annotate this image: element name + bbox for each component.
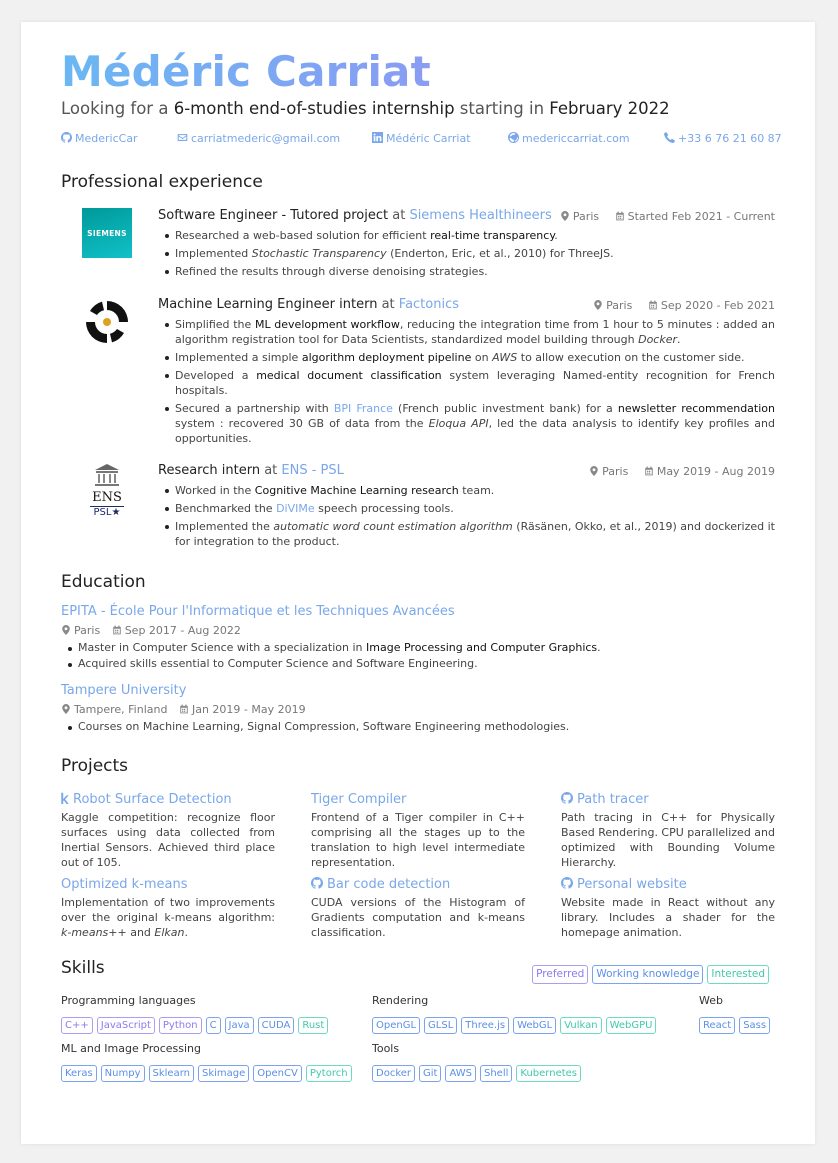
edu-bullets xyxy=(64,720,764,737)
org-link[interactable]: Siemens Healthineers xyxy=(409,208,552,223)
project-desc: Frontend of a Tiger compiler in C++ comprising all the stages up to the translation to high level intermediate representation. xyxy=(311,811,525,869)
building-icon xyxy=(92,463,122,487)
project-desc: Path tracing in C++ for Physically Based Rendering. CPU parallelized and optimized with Bounding Volume Hierarchy. xyxy=(561,811,775,869)
legend-interested: Interested xyxy=(707,965,769,984)
edu-meta: Tampere, Finland Jan 2019 - May 2019 xyxy=(61,703,306,716)
list-item: Worked in the Cognitive Machine Learning research team. xyxy=(161,483,775,498)
email-link[interactable]: carriatmederic@gmail.com xyxy=(177,132,340,145)
divime-link[interactable]: DiVIMe xyxy=(276,502,315,515)
list-item: Implemented the automatic word count estimation algorithm (Räsänen, Okko, et al., 2019) and dockerized it for integration to the product. xyxy=(161,519,775,549)
list-item: Refined the results through diverse denoising strategies. xyxy=(161,264,775,279)
tagline: Looking for a 6-month end-of-studies internship starting in February 2022 xyxy=(61,99,670,118)
job-bullets xyxy=(161,317,775,449)
projects-heading: Projects xyxy=(61,756,129,776)
github-icon xyxy=(311,877,323,889)
skill-tag: C++ xyxy=(61,1017,93,1034)
github-icon xyxy=(561,792,573,804)
project-card xyxy=(311,788,525,870)
job-meta: Paris May 2019 - Aug 2019 xyxy=(589,465,775,478)
project-title-link[interactable]: Bar code detection xyxy=(311,877,450,892)
github-icon xyxy=(561,877,573,889)
factonics-logo xyxy=(82,297,132,347)
project-desc: Kaggle competition: recognize floor surfaces using data collected from Inertial Sensors. Achieved third place out of 105. xyxy=(61,811,275,869)
location-icon xyxy=(61,625,71,635)
phone-link[interactable]: +33 6 76 21 60 87 xyxy=(664,132,782,145)
location-icon xyxy=(593,300,603,310)
psl-text: PSL★ xyxy=(90,506,124,519)
list-item: Implemented a simple algorithm deployment pipeline on AWS to allow execution on the customer side. xyxy=(161,350,775,365)
siemens-logo xyxy=(82,208,132,258)
job-bullets xyxy=(161,483,775,552)
skill-tags xyxy=(61,1061,356,1082)
skill-tag: Numpy xyxy=(101,1065,145,1082)
mail-icon xyxy=(177,132,188,143)
job-meta: Paris Sep 2020 - Feb 2021 xyxy=(593,299,775,312)
education-heading: Education xyxy=(61,572,146,592)
skill-tags xyxy=(61,1013,332,1034)
legend-working: Working knowledge xyxy=(592,965,703,984)
github-link[interactable]: MedericCar xyxy=(61,132,138,145)
project-desc: Implementation of two improvements over the original k-means algorithm: k-means++ and Elkan. xyxy=(61,896,275,939)
edu-school-link[interactable]: Tampere University xyxy=(61,683,187,698)
calendar-icon xyxy=(615,211,625,221)
skill-category: Tools xyxy=(372,1042,400,1055)
skill-tag: Three.js xyxy=(461,1017,509,1034)
job-title: Software Engineer - Tutored project at Siemens Healthineers xyxy=(158,208,552,223)
calendar-icon xyxy=(112,625,122,635)
skill-tag: OpenGL xyxy=(372,1017,420,1034)
project-card xyxy=(311,873,525,940)
list-item: Benchmarked the DiVIMe speech processing tools. xyxy=(161,501,775,516)
skill-tag: Skimage xyxy=(198,1065,249,1082)
list-item: Implemented Stochastic Transparency (Enderton, Eric, et al., 2010) for ThreeJS. xyxy=(161,246,775,261)
github-icon xyxy=(61,132,72,143)
skills-legend xyxy=(528,962,769,984)
list-item: Courses on Machine Learning, Signal Compression, Software Engineering methodologies. xyxy=(64,720,764,734)
skill-tag: Sass xyxy=(739,1017,770,1034)
skill-tags xyxy=(699,1013,774,1034)
edu-school-link[interactable]: EPITA - École Pour l'Informatique et les Techniques Avancées xyxy=(61,604,455,619)
skill-tag: Docker xyxy=(372,1065,415,1082)
location-icon xyxy=(589,466,599,476)
edu-bullets xyxy=(64,641,764,674)
resume-page xyxy=(21,22,815,1144)
bpi-link[interactable]: BPI France xyxy=(333,402,393,415)
skill-tag: Java xyxy=(225,1017,254,1034)
edu-meta: Paris Sep 2017 - Aug 2022 xyxy=(61,624,241,637)
project-title-link[interactable]: Path tracer xyxy=(561,792,649,807)
skill-tag: Rust xyxy=(298,1017,328,1034)
list-item: Simplified the ML development workflow, reducing the integration time from 1 hour to 5 minutes : added an algorithm registration tool for Data Scientists, standardized model building through Docker. xyxy=(161,317,775,347)
skill-tag: C xyxy=(206,1017,221,1034)
skill-tags xyxy=(372,1061,585,1082)
skill-tag: Python xyxy=(159,1017,202,1034)
location-icon xyxy=(560,211,570,221)
skill-tag: WebGPU xyxy=(606,1017,657,1034)
ens-psl-logo xyxy=(82,463,132,521)
org-link[interactable]: Factonics xyxy=(398,297,460,312)
siemens-logo-text: SIEMENS xyxy=(87,228,127,238)
linkedin-link[interactable]: Médéric Carriat xyxy=(372,132,471,145)
website-link[interactable]: medericcarriat.com xyxy=(508,132,630,145)
legend-preferred: Preferred xyxy=(532,965,588,984)
project-title-link[interactable]: Robot Surface Detection xyxy=(61,792,232,807)
skill-category: Rendering xyxy=(372,994,429,1007)
skill-tag: GLSL xyxy=(424,1017,457,1034)
kaggle-icon xyxy=(61,792,69,804)
project-card xyxy=(61,873,275,940)
skill-tag: Git xyxy=(419,1065,441,1082)
list-item: Acquired skills essential to Computer Science and Software Engineering. xyxy=(64,657,764,671)
skill-tag: AWS xyxy=(445,1065,476,1082)
org-link[interactable]: ENS - PSL xyxy=(281,463,344,478)
skill-tag: OpenCV xyxy=(253,1065,302,1082)
list-item: Secured a partnership with BPI France (French public investment bank) for a newsletter recommendation system : recovered 30 GB of data from the Eloqua API, led the data analysis to identify key profiles and opportunities. xyxy=(161,401,775,446)
location-icon xyxy=(61,704,71,714)
job-bullets xyxy=(161,228,775,282)
list-item: Master in Computer Science with a specialization in Image Processing and Computer Graphics. xyxy=(64,641,764,655)
project-desc: CUDA versions of the Histogram of Gradients computation and k-means classification. xyxy=(311,896,525,939)
job-title: Machine Learning Engineer intern at Factonics xyxy=(158,297,460,312)
skill-tag: Pytorch xyxy=(306,1065,352,1082)
skill-tag: Shell xyxy=(480,1065,512,1082)
project-title-link[interactable]: Tiger Compiler xyxy=(311,792,407,807)
skills-heading: Skills xyxy=(61,958,105,978)
linkedin-icon xyxy=(372,132,383,143)
globe-icon xyxy=(508,132,519,143)
calendar-icon xyxy=(648,300,658,310)
list-item: Researched a web-based solution for efficient real-time transparency. xyxy=(161,228,775,243)
calendar-icon xyxy=(179,704,189,714)
skill-tag: JavaScript xyxy=(97,1017,155,1034)
skill-tag: Keras xyxy=(61,1065,97,1082)
contact-bar xyxy=(61,132,782,146)
project-card xyxy=(61,788,275,870)
candidate-name: Médéric Carriat xyxy=(61,47,431,96)
list-item: Developed a medical document classification system leveraging Named-entity recognition for French hospitals. xyxy=(161,368,775,398)
skill-tag: Kubernetes xyxy=(516,1065,581,1082)
skill-tag: Vulkan xyxy=(560,1017,601,1034)
project-card xyxy=(561,788,775,870)
experience-heading: Professional experience xyxy=(61,172,263,192)
job-title: Research intern at ENS - PSL xyxy=(158,463,344,478)
skill-tag: Sklearn xyxy=(149,1065,194,1082)
skill-category: ML and Image Processing xyxy=(61,1042,201,1055)
calendar-icon xyxy=(644,466,654,476)
project-card xyxy=(561,873,775,940)
job-meta: Paris Started Feb 2021 - Current xyxy=(560,210,775,223)
skill-tag: React xyxy=(699,1017,735,1034)
project-title-link[interactable]: Optimized k-means xyxy=(61,877,188,892)
skill-tag: WebGL xyxy=(513,1017,556,1034)
skill-category: Programming languages xyxy=(61,994,196,1007)
skill-tags xyxy=(372,1013,660,1034)
project-title-link[interactable]: Personal website xyxy=(561,877,687,892)
ens-text: ENS xyxy=(92,490,122,505)
skill-tag: CUDA xyxy=(258,1017,295,1034)
phone-icon xyxy=(664,132,675,143)
skill-category: Web xyxy=(699,994,723,1007)
project-desc: Website made in React without any library. Includes a shader for the homepage animation. xyxy=(561,896,775,939)
